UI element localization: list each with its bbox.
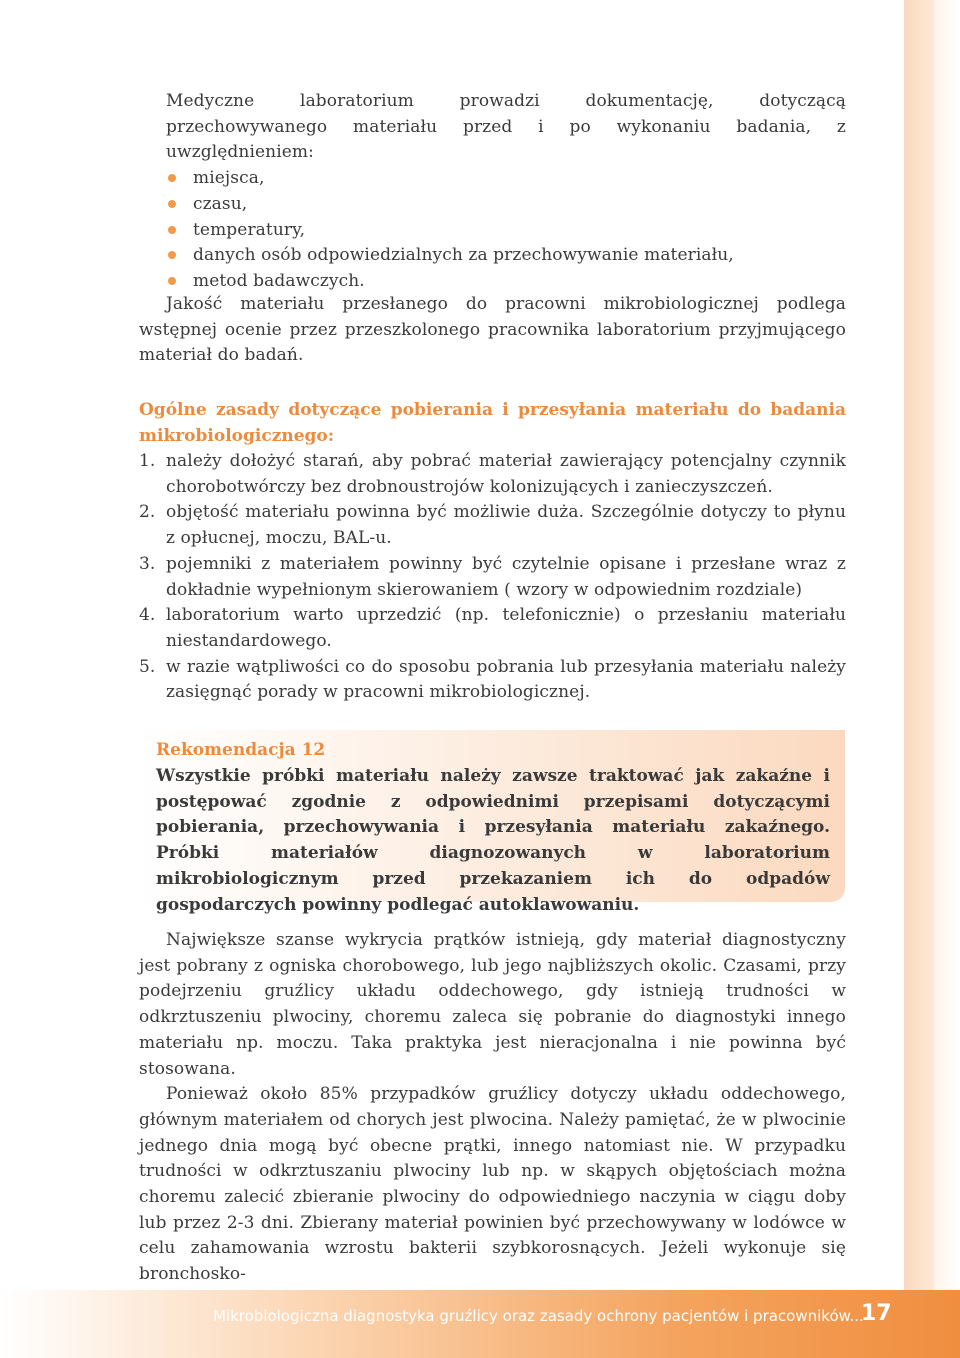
- footer-title: Mikrobiologiczna diagnostyka gruźlicy oraz zasady ochrony pacjentów i pracowników...: [213, 1307, 864, 1325]
- body-paragraph: Ponieważ około 85% przypadków gruźlicy dotyczy układu oddechowego, głównym materiałem od chorych jest plwocina. Należy pamiętać, że w plwocinie jednego dnia mogą być obecne prątki, innego natomiast nie. W przypadku trudności w odkrztuszaniu plwociny lub np. w skąpych objętościach można choremu zalecić zbieranie plwociny do odpowiedniego naczynia w ciągu doby lub przez 2-3 dni. Zbierany materiał powinien być przechowywany w lodówce w celu zahamowania wzrostu bakterii szybkorosnących. Jeżeli wykonuje się bronchosko-: [139, 1084, 846, 1285]
- rules-heading: Ogólne zasady dotyczące pobierania i przesyłania materiału do badania mikrobiologicznego:: [139, 400, 846, 446]
- rules-list: [139, 449, 846, 706]
- recommendation-body: Wszystkie próbki materiału należy zawsze traktować jak zakaźne i postępować zgodnie z odpowiednimi przepisami dotyczącymi pobierania, przechowywania i przesyłania materiału zakaźnego. Próbki materiałów diagnozowanych w laboratorium mikrobiologicznym przed przekazaniem ich do odpadów gospodarczych powinny podlegać autoklawowaniu.: [156, 766, 830, 915]
- list-item: czasu,: [166, 192, 846, 218]
- list-item: 5. w razie wątpliwości co do sposobu pobrania lub przesyłania materiału należy zasięgnąć porady w pracowni mikrobiologicznej.: [139, 656, 846, 703]
- list-item: 3. pojemniki z materiałem powinny być czytelnie opisane i przesłane wraz z dokładnie wypełnionym skierowaniem ( wzory w odpowiednim rozdziale): [139, 553, 846, 600]
- bullet-icon: [168, 251, 176, 259]
- body-paragraph: Największe szanse wykrycia prątków istnieją, gdy materiał diagnostyczny jest pobrany z ogniska chorobowego, lub jego najbliższych okolic. Czasami, przy podejrzeniu gruźlicy układu oddechowego, gdy istnieją trudności w odkrztuszeniu plwociny, choremu zaleca się pobranie do diagnostyki innego materiału np. moczu. Taka praktyka jest nieracjonalna i nie powinna być stosowana.: [139, 930, 846, 1079]
- recommendation-title: Rekomendacja 12: [156, 740, 326, 760]
- list-item: metod badawczych.: [166, 269, 846, 295]
- list-item: 4. laboratorium warto uprzedzić (np. telefonicznie) o przesłaniu materiału niestandardowego.: [139, 605, 846, 651]
- quality-paragraph: Jakość materiału przesłanego do pracowni mikrobiologicznej podlega wstępnej ocenie przez przeszkolonego pracownika laboratorium przyjmującego materiał do badań.: [139, 294, 846, 366]
- list-item: danych osób odpowiedzialnych za przechowywanie materiału,: [166, 243, 846, 269]
- page-footer: [0, 1290, 960, 1358]
- list-item: 2. objętość materiału powinna być możliwie duża. Szczególnie dotyczy to płynu z opłucnej, moczu, BAL-u.: [139, 502, 846, 549]
- list-item: miejsca,: [166, 166, 846, 192]
- bullet-list: [166, 166, 846, 295]
- intro-section: [166, 89, 846, 295]
- bullet-icon: [168, 226, 176, 234]
- intro-paragraph: Medyczne laboratorium prowadzi dokumentację, dotyczącą przechowywanego materiału przed i po wykonaniu badania, z uwzględnieniem:: [166, 91, 846, 163]
- recommendation-box: [139, 730, 845, 915]
- decorative-side-band: [904, 0, 960, 1290]
- list-item: 1. należy dołożyć starań, aby pobrać materiał zawierający potencjalny czynnik chorobotwórczy bez drobnoustrojów kolonizujących i zanieczyszczeń.: [139, 451, 846, 497]
- bullet-icon: [168, 277, 176, 285]
- list-item: temperatury,: [166, 218, 846, 244]
- main-text: [139, 928, 846, 1288]
- bullet-icon: [168, 200, 176, 208]
- bullet-icon: [168, 174, 176, 182]
- page-number: 17: [861, 1301, 892, 1326]
